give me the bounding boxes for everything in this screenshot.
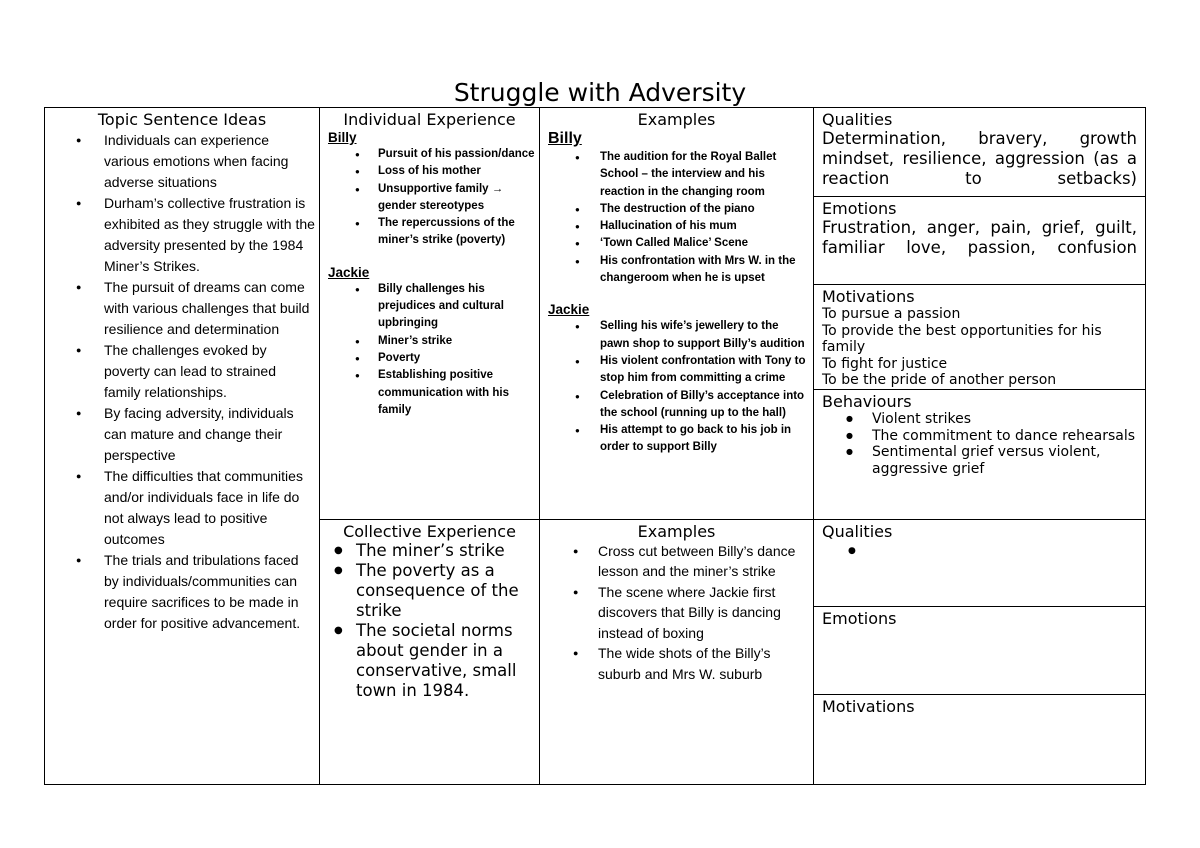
list-item: ● Celebration of Billy’s acceptance into the school (running up to the hall) <box>540 388 813 423</box>
list-item: ● Hallucination of his mum <box>540 218 813 235</box>
list-item: ● ‘Town Called Malice’ Scene <box>540 235 813 252</box>
list-item: ● His attempt to go back to his job in order to support Billy <box>540 422 813 457</box>
qualities-heading: Qualities <box>822 110 893 129</box>
list-item: ● The scene where Jackie first discovers that Billy is dancing instead of boxing <box>540 582 813 644</box>
list-item: ● Selling his wife’s jewellery to the pawn shop to support Billy’s audition <box>540 318 813 353</box>
qualities-cell <box>814 108 1146 197</box>
motivation-line: To pursue a passion <box>822 306 961 322</box>
collective-attributes-cell <box>814 519 1146 784</box>
motivations-heading: Motivations <box>822 287 915 306</box>
list-item: ● Pursuit of his passion/dance <box>320 146 539 163</box>
list-item: ● The destruction of the piano <box>540 201 813 218</box>
qualities-text: Determination, bravery, growth mindset, resilience, aggression (as a reaction to setbacks) <box>822 129 1137 188</box>
list-item: ● His violent confrontation with Tony to stop him from committing a crime <box>540 353 813 388</box>
page-title: Struggle with Adversity <box>453 78 747 107</box>
jackie-label: Jackie <box>548 302 590 318</box>
motivations-heading: Motivations <box>822 696 915 716</box>
behaviours-cell <box>814 389 1146 519</box>
examples-individual-cell <box>540 108 814 520</box>
collective-motivations-cell <box>814 695 1145 781</box>
list-item: ● Cross cut between Billy’s dance lesson and the miner’s strike <box>540 541 813 582</box>
motivation-line: To be the pride of another person <box>822 372 1057 389</box>
motivation-line: To provide the best opportunities for his family <box>822 322 1102 356</box>
emotions-text: Frustration, anger, pain, grief, guilt, familiar love, passion, confusion <box>822 218 1137 257</box>
examples-collective-cell <box>540 519 814 784</box>
emotions-cell <box>814 197 1146 285</box>
topic-sentence-cell <box>45 108 320 785</box>
topic-item: ● Individuals can experience various emotions when facing adverse situations <box>45 130 319 193</box>
list-item: ● The societal norms about gender in a conservative, small town in 1984. <box>320 621 539 701</box>
emotions-heading: Emotions <box>822 608 897 628</box>
behaviours-heading: Behaviours <box>822 391 912 411</box>
collective-emotions-cell <box>814 607 1145 695</box>
topic-list <box>45 130 319 634</box>
topic-item: ● The pursuit of dreams can come with various challenges that build resilience and determination <box>45 277 319 340</box>
topic-item: ● Durham’s collective frustration is exhibited as they struggle with the adversity presented by the 1984 Miner’s Strikes. <box>45 193 319 277</box>
list-item: ● Loss of his mother <box>320 163 539 180</box>
emotions-heading: Emotions <box>822 199 897 218</box>
list-item: ● Miner’s strike <box>320 333 539 350</box>
collective-experience-cell <box>320 519 540 784</box>
list-item: ● The commitment to dance rehearsals <box>822 428 1145 445</box>
adversity-table <box>44 107 1146 785</box>
topic-item: ● The trials and tribulations faced by individuals/communities can require sacrifices to be made in order for positive advancement. <box>45 550 319 634</box>
jackie-label: Jackie <box>328 264 370 280</box>
collective-heading: Collective Experience <box>343 521 516 541</box>
jackie-examples-list <box>540 318 813 456</box>
list-item: ● Sentimental grief versus violent, aggressive grief <box>822 444 1145 477</box>
list-item: ● Violent strikes <box>822 411 1145 428</box>
billy-label: Billy <box>328 130 357 145</box>
empty-bullet: ● <box>848 545 856 556</box>
list-item: ● His confrontation with Mrs W. in the changeroom when he is upset <box>540 253 813 288</box>
topic-item: ● By facing adversity, individuals can mature and change their perspective <box>45 403 319 466</box>
behaviours-list <box>822 411 1145 477</box>
qualities-heading: Qualities <box>822 521 893 541</box>
list-item: ● The audition for the Royal Ballet School – the interview and his reaction in the changing room <box>540 149 813 201</box>
list-item: ● The repercussions of the miner’s strike (poverty) <box>320 215 539 250</box>
motivation-line: To fight for justice <box>822 355 948 372</box>
billy-examples-list <box>540 149 813 287</box>
examples-heading: Examples <box>637 521 716 541</box>
list-item: ● The poverty as a consequence of the strike <box>320 561 539 621</box>
topic-item: ● The challenges evoked by poverty can lead to strained family relationships. <box>45 340 319 403</box>
examples-heading: Examples <box>637 110 716 129</box>
billy-individual-list <box>320 146 539 250</box>
collective-qualities-cell <box>814 520 1145 607</box>
individual-heading: Individual Experience <box>343 110 516 129</box>
topic-item: ● The difficulties that communities and/or individuals face in life do not always lead to positive outcomes <box>45 466 319 550</box>
individual-experience-cell <box>320 108 540 520</box>
collective-list <box>320 541 539 701</box>
list-item: ● The wide shots of the Billy’s suburb and Mrs W. suburb <box>540 643 813 684</box>
list-item: ● Poverty <box>320 350 539 367</box>
list-item: ● Establishing positive communication with his family <box>320 367 539 419</box>
list-item: ● The miner’s strike <box>320 541 539 561</box>
list-item: ● Unsupportive family → gender stereotypes <box>320 181 539 216</box>
topic-heading: Topic Sentence Ideas <box>97 110 267 129</box>
list-item: ● Billy challenges his prejudices and cultural upbringing <box>320 281 539 333</box>
motivations-cell <box>814 285 1146 390</box>
collective-examples-list <box>540 541 813 685</box>
jackie-individual-list <box>320 281 539 419</box>
billy-label: Billy <box>548 130 582 147</box>
